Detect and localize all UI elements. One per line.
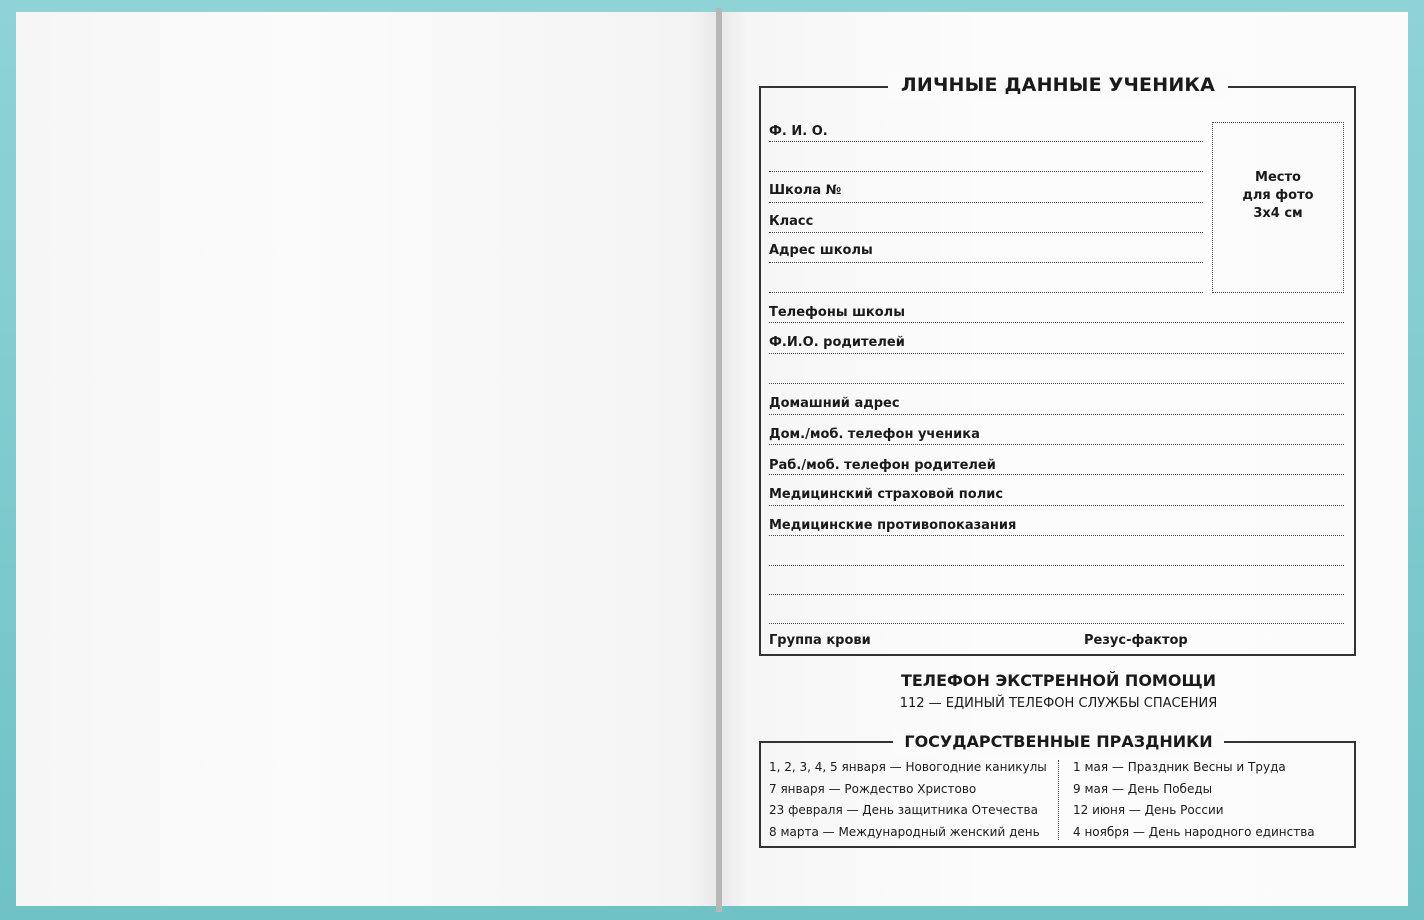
home-address-label: Домашний адрес	[769, 396, 900, 411]
holidays-right-column	[1073, 757, 1315, 843]
school-address-line-2[interactable]	[769, 292, 1203, 293]
photo-text-2: для фото	[1242, 188, 1314, 203]
photo-text-1: Место	[1255, 170, 1301, 185]
holiday-item: 9 мая — День Победы	[1073, 781, 1213, 796]
student-phone-line[interactable]	[769, 444, 1344, 445]
notebook-spine	[716, 8, 722, 912]
parents-fio-line-2[interactable]	[769, 383, 1344, 384]
fio-line-2[interactable]	[769, 171, 1203, 172]
emergency-title: ТЕЛЕФОН ЭКСТРЕННОЙ ПОМОЩИ	[900, 671, 1217, 690]
photo-placeholder	[1212, 122, 1344, 293]
parents-phone-label: Раб./моб. телефон родителей	[769, 458, 996, 473]
school-no-label: Школа №	[769, 183, 842, 198]
photo-text-3: 3x4 см	[1253, 206, 1303, 221]
rh-factor-label: Резус-фактор	[1084, 633, 1188, 648]
holiday-item: 4 ноября — День народного единства	[1073, 824, 1315, 839]
school-phones-label: Телефоны школы	[769, 305, 905, 320]
school-address-label: Адрес школы	[769, 243, 873, 258]
holiday-item: 7 января — Рождество Христово	[769, 781, 977, 796]
contraindications-line-4[interactable]	[769, 623, 1344, 624]
holidays-title: ГОСУДАРСТВЕННЫЕ ПРАЗДНИКИ	[893, 730, 1224, 754]
school-no-line[interactable]	[769, 202, 1203, 203]
emergency-subtitle: 112 — ЕДИНЫЙ ТЕЛЕФОН СЛУЖБЫ СПАСЕНИЯ	[899, 696, 1218, 711]
holiday-item: 8 марта — Международный женский день	[769, 824, 1040, 839]
fio-line[interactable]	[769, 141, 1203, 142]
parents-fio-line[interactable]	[769, 353, 1344, 354]
parents-phone-line[interactable]	[769, 474, 1344, 475]
contraindications-line-2[interactable]	[769, 565, 1344, 566]
holiday-item: 1, 2, 3, 4, 5 января — Новогодние каникулы	[769, 760, 1047, 774]
holiday-item: 12 июня — День России	[1073, 803, 1224, 817]
insurance-label: Медицинский страховой полис	[769, 487, 1004, 502]
fio-label: Ф. И. О.	[769, 124, 828, 139]
contraindications-line-3[interactable]	[769, 594, 1344, 595]
school-phones-line[interactable]	[769, 322, 1344, 323]
holiday-item: 1 мая — Праздник Весны и Труда	[1073, 760, 1286, 774]
home-address-line[interactable]	[769, 414, 1344, 415]
class-label: Класс	[769, 214, 814, 229]
holidays-left-column	[769, 757, 1047, 843]
personal-data-title: ЛИЧНЫЕ ДАННЫЕ УЧЕНИКА	[888, 72, 1228, 98]
insurance-line[interactable]	[769, 505, 1344, 506]
school-address-line[interactable]	[769, 262, 1203, 263]
left-page	[16, 12, 718, 906]
holiday-item: 23 февраля — День защитника Отечества	[769, 803, 1038, 817]
blood-group-label: Группа крови	[769, 633, 871, 648]
class-line[interactable]	[769, 232, 1203, 233]
student-phone-label: Дом./моб. телефон ученика	[769, 427, 980, 442]
contraindications-label: Медицинские противопоказания	[769, 518, 1017, 533]
contraindications-line[interactable]	[769, 535, 1344, 536]
holidays-divider	[1058, 760, 1059, 840]
parents-fio-label: Ф.И.О. родителей	[769, 335, 905, 350]
